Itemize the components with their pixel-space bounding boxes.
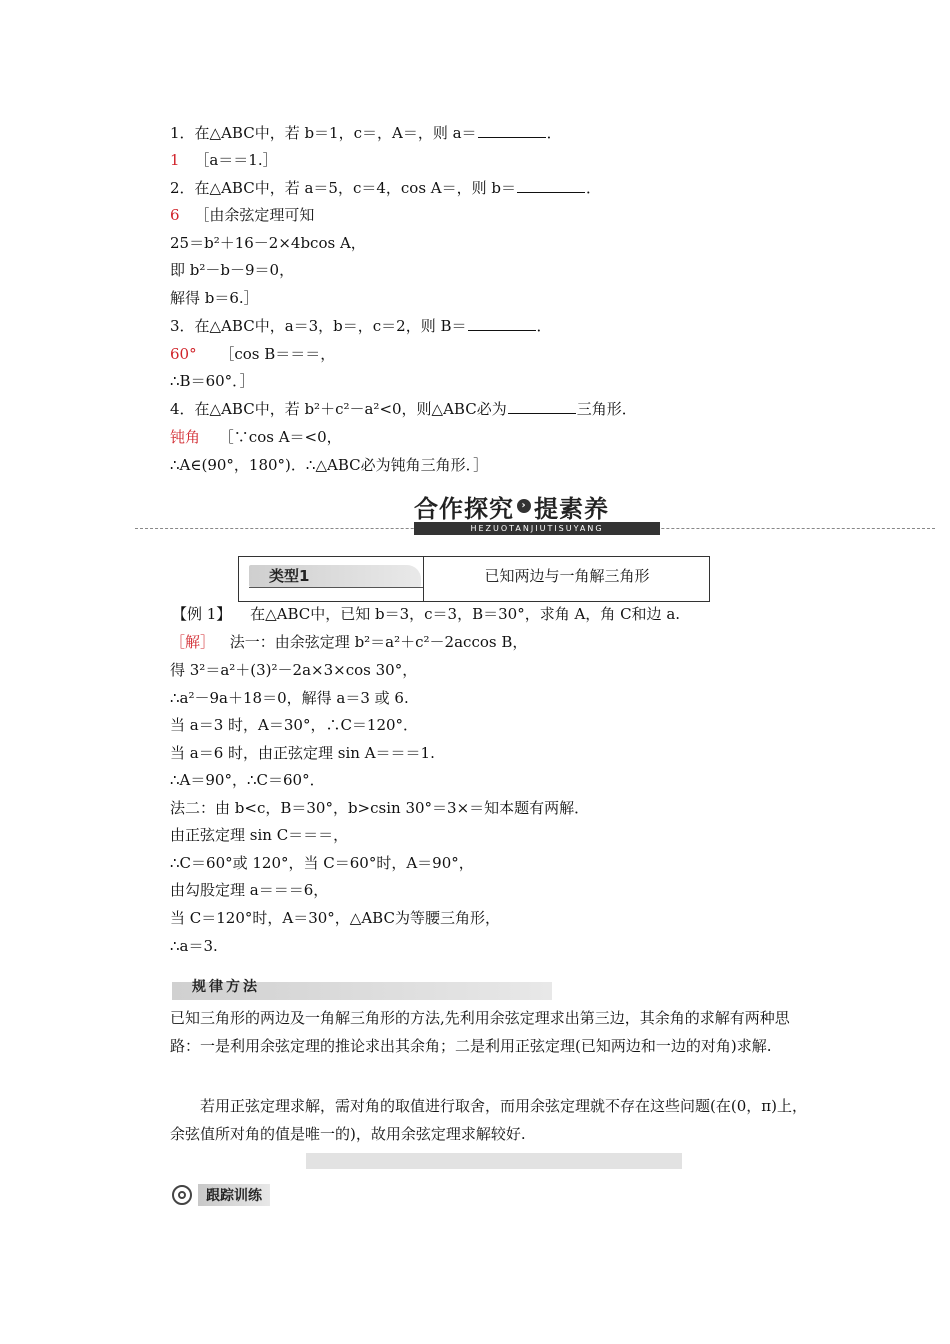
method-paragraph-2: 若用正弦定理求解，需对角的取值进行取舍，而用余弦定理就不存在这些问题(在(0，π)上，余弦值所对角的值是唯一的)，故用余弦定理求解较好. [170,1097,807,1143]
target-icon [172,1185,192,1205]
answer-2-line-4: 解得 b＝6.］ [170,289,259,307]
answer-blank [468,317,536,331]
answer-4-line-2: ∴A∈(90°，180°)．∴△ABC必为钝角三角形．］ [170,456,489,474]
section-pinyin: HEZUOTANJIUTISUYANG [414,522,660,535]
type-title: 已知两边与一角解三角形 [423,557,710,601]
answer-1-explanation: ［a＝＝1.］ [194,151,278,169]
method-banner [172,979,552,1000]
answer-blank [478,124,546,138]
solution-line-1 [170,632,527,652]
answer-4-value: 钝角 [170,428,201,446]
answer-1 [170,150,278,170]
solution-text-1: 法一：由余弦定理 b²＝a²＋c²－2accos B， [229,633,528,651]
type-box [238,556,710,602]
solution-line-3: ∴a²－9a＋18＝0，解得 a＝3 或 6. [170,689,409,707]
solution-line-7: 法二：由 b<c，B＝30°，b>csin 30°＝3×＝知本题有两解． [170,799,590,817]
question-1 [170,123,562,143]
answer-3-line-2: ∴B＝60°．］ [170,372,255,390]
answer-2-line-3: 即 b²－b－9＝0， [170,261,295,279]
question-1-end: ． [546,124,562,142]
divider-strip [306,1153,682,1169]
solution-line-4: 当 a＝3 时，A＝30°，∴C＝120°． [170,716,419,734]
solution-line-5: 当 a＝6 时，由正弦定理 sin A＝＝＝1. [170,744,435,762]
example-1 [170,604,680,624]
solution-line-6: ∴A＝90°，∴C＝60°． [170,771,325,789]
chevron-right-icon: › [517,499,531,513]
answer-2 [170,205,314,225]
example-1-tag: 【例 1】 [172,605,232,623]
answer-2-value: 6 [170,206,180,224]
type-label-underline [249,587,423,588]
answer-1-value: 1 [170,151,180,169]
section-title-left: 合作探究 [414,494,514,523]
question-4 [170,399,637,419]
answer-blank [517,179,585,193]
answer-2-line-2: 25＝b²＋16－2×4bcos A， [170,234,366,252]
solution-line-11: 当 C＝120°时，A＝30°，△ABC为等腰三角形， [170,909,500,927]
question-2-text: 2．在△ABC中，若 a＝5，c＝4，cos A＝，则 b＝ [170,179,516,197]
section-title [414,493,664,523]
solution-tag: ［解］ [170,633,216,651]
section-title-right: 提素养 [534,494,609,523]
solution-line-8: 由正弦定理 sin C＝＝＝， [170,826,349,844]
question-3-text: 3．在△ABC中，a＝3，b＝，c＝2，则 B＝ [170,317,467,335]
solution-line-12: ∴a＝3. [170,937,218,955]
solution-line-9: ∴C＝60°或 120°，当 C＝60°时，A＝90°， [170,854,474,872]
answer-2-explanation: ［由余弦定理可知 [194,206,315,224]
track-training-label: 跟踪训练 [198,1184,270,1206]
type-label: 类型1 [249,565,421,587]
example-1-text: 在△ABC中，已知 b＝3，c＝3，B＝30°，求角 A，角 C和边 a. [250,605,681,623]
solution-line-10: 由勾股定理 a＝＝＝6， [170,881,329,899]
question-3-end: ． [536,317,552,335]
question-4-end: 三角形． [576,400,637,418]
question-2 [170,178,601,198]
track-training-header [172,1184,288,1206]
answer-3-value: 60° [170,345,197,363]
answer-blank [508,400,576,414]
question-2-end: ． [586,179,602,197]
method-paragraph-1: 已知三角形的两边及一角解三角形的方法,先利用余弦定理求出第三边，其余角的求解有两种思路：一是利用余弦定理的推论求出其余角；二是利用正弦定理(已知两边和一边的对角)求解. [170,1009,790,1055]
answer-3-explanation: ［cos B＝＝＝， [219,345,336,363]
answer-3 [170,344,335,364]
question-1-text: 1．在△ABC中，若 b＝1，c＝，A＝，则 a＝ [170,124,477,142]
solution-line-2: 得 3²＝a²＋(3)²－2a×3×cos 30°， [170,661,418,679]
question-4-text: 4．在△ABC中，若 b²＋c²－a²<0，则△ABC必为 [170,400,507,418]
question-3 [170,316,552,336]
method-tag: 规律方法 [192,979,260,995]
answer-4 [170,427,342,447]
answer-4-explanation: ［∵cos A＝<0， [218,428,342,446]
